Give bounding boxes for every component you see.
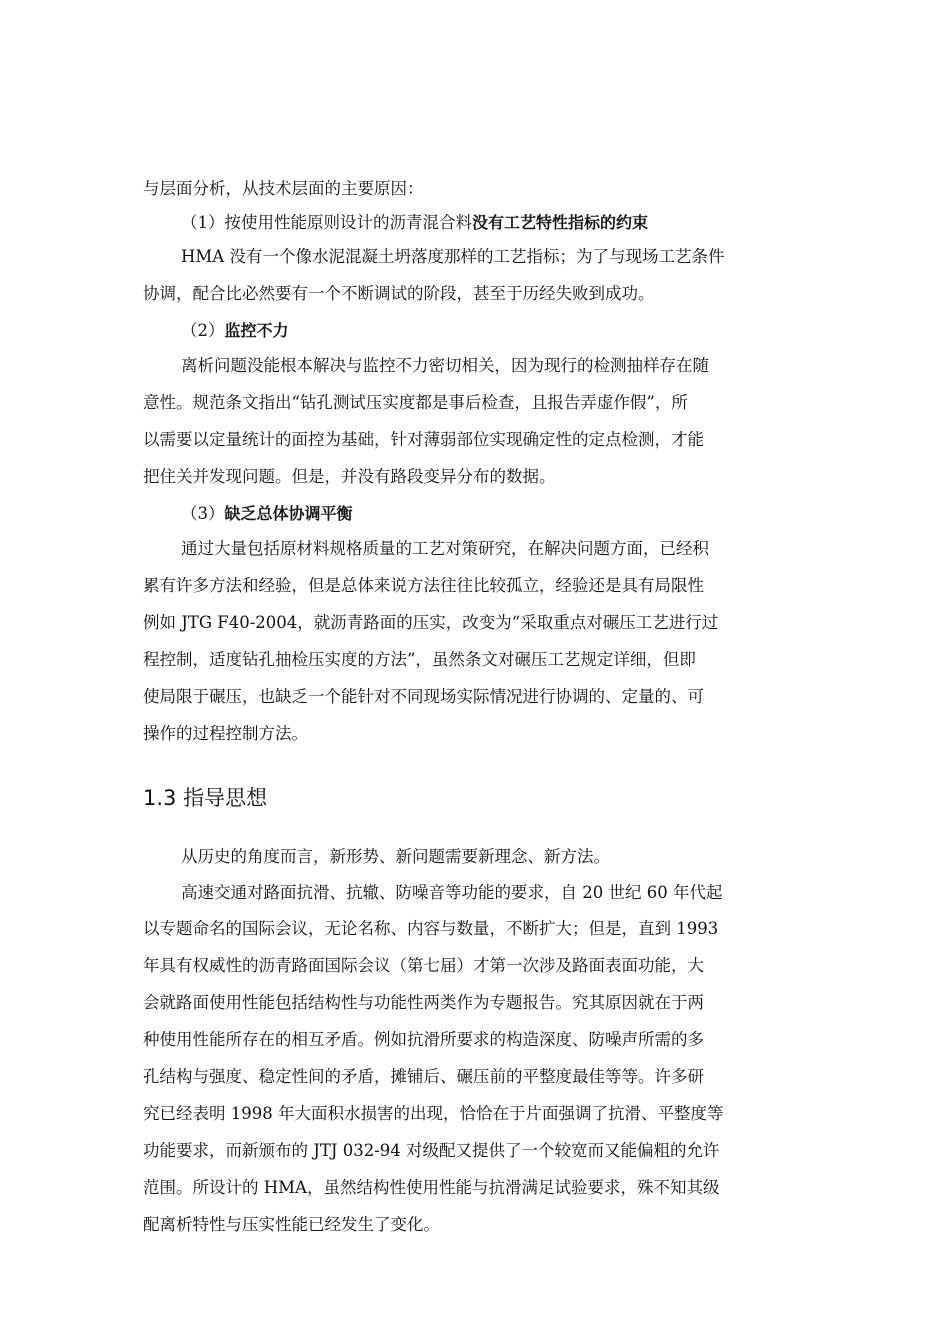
paragraph-line: 种使用性能所存在的相互矛盾。例如抗滑所要求的构造深度、防噪声所需的多 [143,1030,704,1049]
paragraph-line: 会就路面使用性能包括结构性与功能性两类作为专题报告。究其原因就在于两 [143,993,704,1012]
paragraph-line: 功能要求，而新颁布的 JTJ 032-94 对级配又提供了一个较宽而又能偏粗的允许 [143,1141,720,1160]
section-heading: 1.3 指导思想 [143,786,268,810]
paragraph-line: 例如 JTG F40-2004，就沥青路面的压实，改变为“采取重点对碾压工艺进行过 [143,613,719,632]
paragraph-line: 以专题命名的国际会议，无论名称、内容与数量，不断扩大；但是，直到 1993 [143,919,719,938]
paragraph-line: 把住关并发现问题。但是，并没有路段变异分布的数据。 [143,467,556,486]
paragraph-line: 通过大量包括原材料规格质量的工艺对策研究，在解决问题方面，已经积 [181,539,709,558]
paragraph-line: 究已经表明 1998 年大面积水损害的出现，恰恰在于片面强调了抗滑、平整度等 [143,1104,724,1123]
paragraph-line: 程控制，适度钻孔抽检压实度的方法”，虽然条文对碾压工艺规定详细，但即 [143,650,696,669]
paragraph-line: 以需要以定量统计的面控为基础，针对薄弱部位实现确定性的定点检测，才能 [143,430,704,449]
paragraph-line: 使局限于碾压，也缺乏一个能针对不同现场实际情况进行协调的、定量的、可 [143,687,704,706]
subheading-1 [181,212,648,234]
paragraph-line: 年具有权威性的沥青路面国际会议（第七届）才第一次涉及路面表面功能，大 [143,956,704,975]
subheading-3-emphasis: 缺乏总体协调平衡 [224,504,353,523]
paragraph-line: 与层面分析，从技术层面的主要原因： [143,179,424,198]
paragraph-line: 范围。所设计的 HMA，虽然结构性使用性能与抗滑满足试验要求，殊不知其级 [143,1178,720,1197]
subheading-3-prefix: （3） [181,504,225,523]
subheading-2-emphasis: 监控不力 [224,321,289,340]
paragraph-line: 从历史的角度而言，新形势、新问题需要新理念、新方法。 [181,847,610,866]
paragraph-line: 意性。规范条文指出“钻孔测试压实度都是事后检查，且报告弄虚作假”，所 [143,393,688,412]
subheading-2 [181,320,289,342]
paragraph-line: 累有许多方法和经验，但是总体来说方法往往比较孤立，经验还是具有局限性 [143,576,704,595]
paragraph-line: 高速交通对路面抗滑、抗辙、防噪音等功能的要求，自 20 世纪 60 年代起 [181,883,723,902]
paragraph-line: 操作的过程控制方法。 [143,724,308,743]
paragraph-line: HMA 没有一个像水泥混凝土坍落度那样的工艺指标；为了与现场工艺条件 [181,247,725,266]
paragraph-line: 孔结构与强度、稳定性间的矛盾，摊铺后、碾压前的平整度最佳等等。许多研 [143,1067,704,1086]
paragraph-line: 离析问题没能根本解决与监控不力密切相关，因为现行的检测抽样存在随 [181,356,709,375]
paragraph-line: 协调，配合比必然要有一个不断调试的阶段，甚至于历经失败到成功。 [143,284,655,303]
subheading-1-prefix: （1）按使用性能原则设计的沥青混合料 [181,213,472,232]
subheading-2-prefix: （2） [181,321,225,340]
subheading-3 [181,503,353,525]
paragraph-line: 配离析特性与压实性能已经发生了变化。 [143,1215,440,1234]
subheading-1-emphasis: 没有工艺特性指标的约束 [472,213,649,232]
